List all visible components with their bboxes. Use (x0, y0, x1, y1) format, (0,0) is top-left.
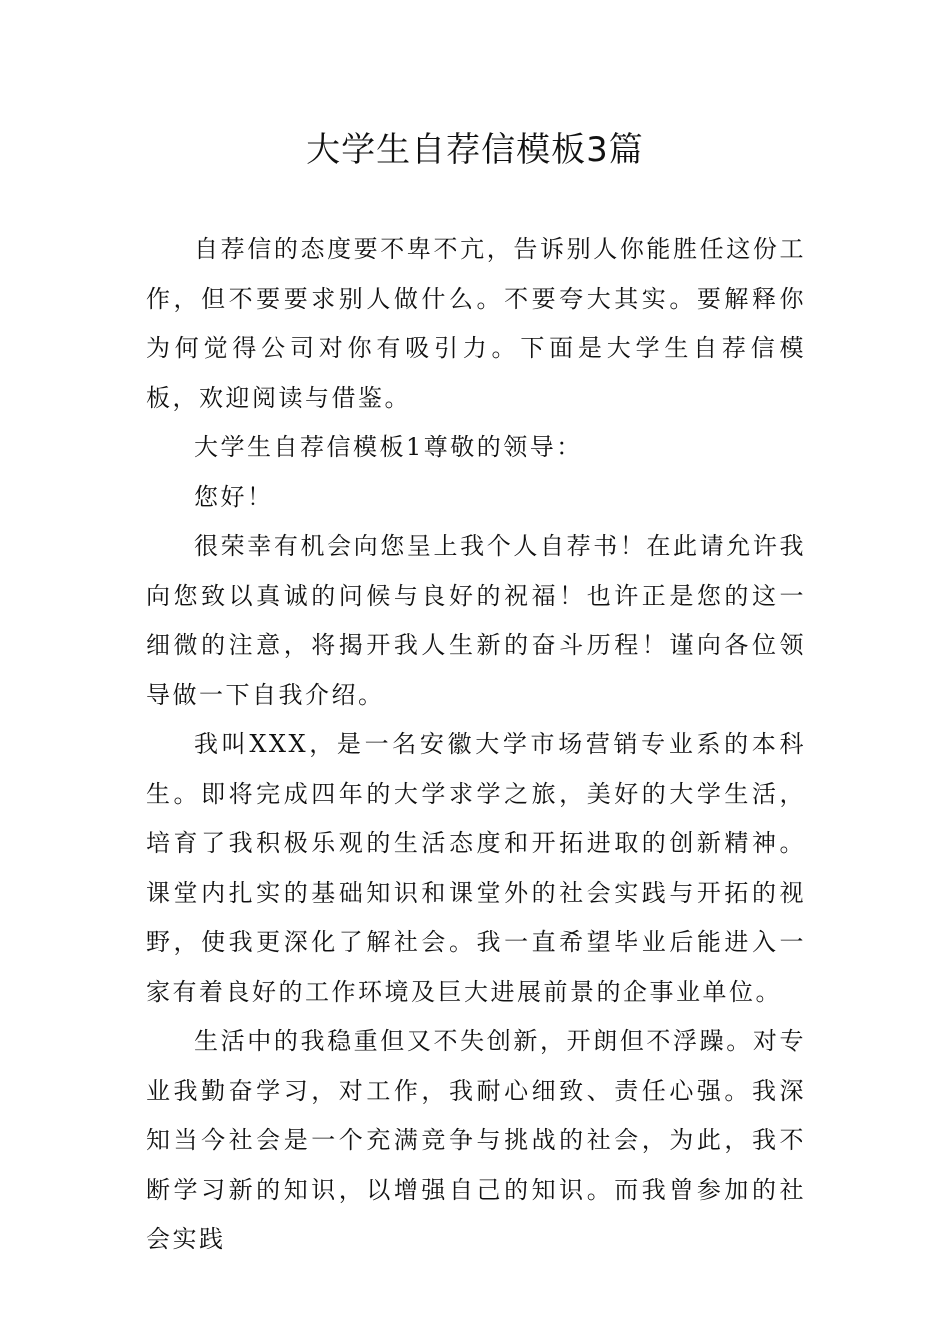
document-title: 大学生自荐信模板3篇 (306, 130, 644, 170)
paragraph-greeting: 您好！ (194, 482, 274, 511)
paragraph-self-introduction: 我叫XXX，是一名安徽大学市场营销专业系的本科生。即将完成四年的大学求学之旅，美好的大学生活，培育了我积极乐观的生活态度和开拓进取的创新精神。课堂内扎实的基础知识和课堂外的社会实践与开拓的视野，使我更深化了解社会。我一直希望毕业后能进入一家有着良好的工作环境及巨大进展前景的企事业单位。 (146, 730, 806, 1006)
paragraph-opening: 很荣幸有机会向您呈上我个人自荐书！在此请允许我向您致以真诚的问候与良好的祝福！也许正是您的这一细微的注意，将揭开我人生新的奋斗历程！谨向各位领导做一下自我介绍。 (146, 532, 806, 709)
paragraph-intro: 自荐信的态度要不卑不亢，告诉别人你能胜任这份工作，但不要要求别人做什么。不要夸大其实。要解释你为何觉得公司对你有吸引力。下面是大学生自荐信模板，欢迎阅读与借鉴。 (146, 235, 806, 412)
paragraph-template-heading: 大学生自荐信模板1尊敬的领导： (194, 433, 583, 461)
document-body (146, 225, 806, 1265)
paragraph-personality: 生活中的我稳重但又不失创新，开朗但不浮躁。对专业我勤奋学习，对工作，我耐心细致、责任心强。我深知当今社会是一个充满竞争与挑战的社会，为此，我不断学习新的知识，以增强自己的知识。而我曾参加的社会实践 (146, 1027, 806, 1253)
